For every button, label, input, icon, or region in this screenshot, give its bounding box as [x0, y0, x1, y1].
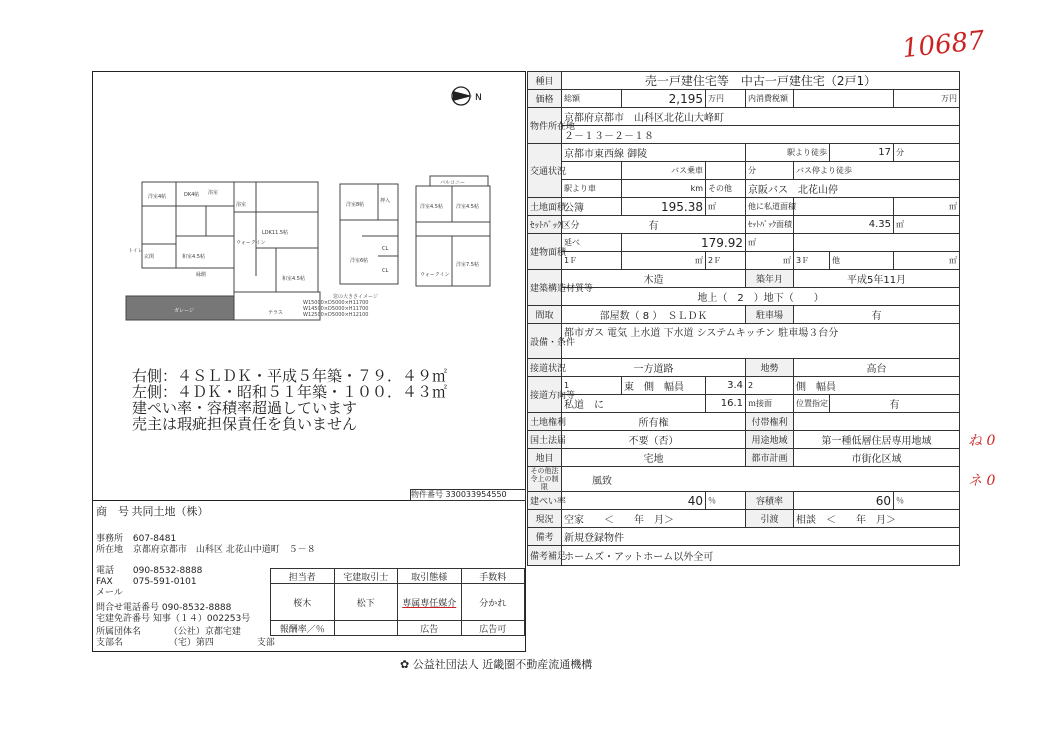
- tel-row: 電話 090-8532-8888: [96, 566, 203, 576]
- svg-text:ガレージ: ガレージ: [174, 308, 194, 314]
- svg-text:玄関: 玄関: [144, 254, 155, 260]
- svg-text:洋室4帖: 洋室4帖: [148, 194, 167, 200]
- company-address: 京都府京都市 山科区 北花山中道町 ５－８: [132, 545, 316, 555]
- frontage: 16.1: [706, 395, 746, 413]
- window-size-2: W14500×D5000×H11700: [303, 306, 369, 312]
- terrain: 高台: [794, 359, 960, 377]
- agent-mode: 専属専任媒介: [398, 584, 462, 621]
- property-sheet: 種目 売一戸建住宅等 中古一戸建住宅（2戸1） 価格 総額 2,195 万円 内消費税額 万円 物件所在地 京都府京都市 山科区北花山大峰町 ２－１３－２－１８ 交通状況 京都市東西線 御陵 駅より徒歩 17 分 バス乗車 分 バス停より徒歩 駅より車 km その他 京阪バス 北花山停 土地面積 公簿 195.38 ㎡ 他に私道面積 ㎡ ｾｯﾄﾊﾞｯｸ区分 有 ｾｯﾄﾊﾞｯｸ面積 4.35 ㎡ 建物面積 延べ 179.92 ㎡ 1Ｆ ㎡ 2Ｆ ㎡ 3Ｆ 他 ㎡ 建築構造材質等 木造 築年月 平成5年11月 地上（ 2 ）地下（ ） 間取 部屋数（ 8 ） ＳＬＤＫ 駐車場 有 設備・条件 都市ガス 電気 上水道 下水道 システムキッチン 駐車場３台分 接道状況 一方道路 地勢 高台 接道方向等 1 東 側 幅員 3.4 2 側 幅員 私道 に 16.1 ｍ接面 位置指定 有 土地権利 所有権 付帯権利 国土法届 不要（否） 用途地域 第一種低層住居専用地域 地目 宅地 都市計画 市街化区域 その他法令上の制限 風致 建ぺい率 40 ％ 容積率 60 ％ 現況 空家 ＜ 年 月＞ 引渡 相談 ＜ 年 月＞ 備考 新規登録物件 備考補足 ホームズ・アットホーム以外全可: [527, 71, 960, 566]
- property-type: 売一戸建住宅等 中古一戸建住宅（2戸1）: [562, 72, 960, 90]
- company-name-row: 商 号 共同土地（株）: [96, 505, 209, 518]
- svg-text:トイレ: トイレ: [128, 248, 143, 254]
- company-name: 共同土地（株）: [131, 505, 209, 518]
- svg-text:DK4帖: DK4帖: [184, 192, 200, 198]
- road-2: 側 幅員: [794, 377, 960, 395]
- handwritten-number: 10687: [900, 25, 987, 65]
- fax-row: FAX 075-591-0101: [96, 577, 197, 587]
- agent-fee: 分かれ: [461, 584, 525, 621]
- compass-icon: [448, 84, 484, 108]
- svg-text:ウォークイン: ウォークイン: [420, 272, 450, 278]
- facilities: 都市ガス 電気 上水道 下水道 システムキッチン 駐車場３台分: [562, 324, 960, 359]
- building-area: 179.92: [622, 234, 746, 252]
- summary-line-4: 売主は瑕疵担保責任を負いません: [132, 415, 358, 433]
- license-number: 知事（１４）002253号: [152, 614, 251, 624]
- svg-text:洋室8帖: 洋室8帖: [346, 202, 365, 208]
- road-1-width: 3.4: [706, 377, 746, 395]
- property-number-value: 330033954550: [445, 490, 507, 499]
- window-size-3: W12500×D5000×H12100: [303, 312, 369, 318]
- parking: 有: [794, 306, 960, 324]
- remarks: 新規登録物件: [562, 528, 960, 546]
- summary-line-2: 左側：４ＤＫ・昭和５１年築・１００．４３㎡: [132, 383, 448, 401]
- office-row: 事務所 607-8481: [96, 534, 177, 544]
- mail-label: メール: [96, 588, 123, 598]
- setback-area: 4.35: [794, 216, 894, 234]
- agent-table: 担当者 宅建取引士 取引態様 手数料 桜木 松下 専属専任媒介 分かれ 報酬率／％ 広告 広告可: [270, 568, 525, 636]
- window-size-1: W15000×D5000×H11700: [303, 300, 369, 306]
- svg-text:縁側: 縁側: [196, 272, 207, 278]
- svg-text:CL: CL: [382, 268, 389, 274]
- land-category: 宅地: [562, 449, 746, 467]
- inquiry-row: 問合せ電話番号 090-8532-8888: [96, 603, 232, 613]
- layout: 部屋数（ 8 ） ＳＬＤＫ: [562, 306, 746, 324]
- branch-row: 支部名 （宅）第四 支部: [96, 638, 275, 648]
- license-row: 宅建免許番号 知事（１４）002253号: [96, 614, 251, 624]
- svg-text:浴室: 浴室: [236, 202, 247, 208]
- land-right: 所有権: [562, 413, 746, 431]
- mail-row: [96, 588, 123, 599]
- summary-line-1: 右側：４ＳＬＤＫ・平成５年築・７９．４９㎡: [132, 367, 448, 385]
- summary-block: [132, 368, 447, 432]
- association: （公社）京都宅建: [168, 627, 241, 637]
- remarks-supplement: ホームズ・アットホーム以外全可: [562, 546, 960, 566]
- svg-text:洋室4.5帖: 洋室4.5帖: [420, 204, 443, 210]
- svg-text:ウォークイン: ウォークイン: [236, 240, 266, 246]
- floor-area-ratio: 60: [794, 492, 894, 510]
- agent-person: 桜木: [271, 584, 335, 621]
- designation: 有: [830, 395, 960, 413]
- svg-text:和室4.5帖: 和室4.5帖: [182, 254, 205, 260]
- svg-text:テラス: テラス: [268, 310, 283, 316]
- summary-line-3: 建ぺい率・容積率超過しています: [132, 399, 358, 417]
- svg-text:洋室6帖: 洋室6帖: [350, 258, 369, 264]
- property-number: [410, 489, 526, 501]
- city-plan: 市街化区域: [794, 449, 960, 467]
- svg-text:洋室4.5帖: 洋室4.5帖: [456, 204, 479, 210]
- land-area: 195.38: [622, 198, 706, 216]
- svg-text:LDK11.5帖: LDK11.5帖: [262, 230, 289, 236]
- svg-text:押入: 押入: [380, 198, 391, 204]
- window-caption: 窓の大きさイメージ: [333, 294, 378, 300]
- company-tel: 090-8532-8888: [132, 566, 203, 576]
- current-status: 空家 ＜ 年 月＞: [562, 510, 746, 528]
- road-1: 東 側 幅員: [622, 377, 706, 395]
- svg-text:浴室: 浴室: [208, 190, 219, 196]
- branch: （宅）第四: [168, 638, 214, 648]
- footer-org: ✿ 公益社団法人 近畿圏不動産流通機構: [400, 658, 593, 671]
- price: 2,195: [622, 90, 706, 108]
- property-number-label: 物件番号: [411, 490, 443, 499]
- svg-text:CL: CL: [382, 246, 389, 252]
- svg-text:洋室7.5帖: 洋室7.5帖: [456, 262, 479, 268]
- location-2: ２－１３－２－１８: [562, 126, 960, 144]
- office-zip: 607-8481: [132, 534, 177, 544]
- floors: 地上（ 2 ）地下（ ）: [562, 288, 960, 306]
- structure: 木造: [562, 270, 746, 288]
- built-date: 平成5年11月: [794, 270, 960, 288]
- delivery: 相談 ＜ 年 月＞: [794, 510, 960, 528]
- assoc-row: 所属団体名 （公社）京都宅建: [96, 627, 241, 637]
- other-limits: 風致: [562, 467, 960, 492]
- zoning: 第一種低層住居専用地域: [794, 431, 960, 449]
- walk-minutes: 17: [830, 144, 894, 162]
- svg-text:バルコニー: バルコニー: [440, 180, 466, 186]
- org-logo-icon: ✿: [400, 658, 410, 671]
- handwritten-note-1: ね 0: [968, 433, 996, 449]
- inquiry-tel: 090-8532-8888: [161, 603, 232, 613]
- station: 京都市東西線 御陵: [562, 144, 746, 162]
- location-1: 京都府京都市 山科区北花山大峰町: [562, 108, 960, 126]
- address-row: 所在地 京都府京都市 山科区 北花山中道町 ５－８: [96, 545, 316, 555]
- agent-broker: 松下: [334, 584, 398, 621]
- other-transport: 京阪バス 北花山停: [746, 180, 960, 198]
- handwritten-note-2: ネ 0: [968, 473, 996, 489]
- company-fax: 075-591-0101: [132, 577, 197, 587]
- road-status: 一方道路: [562, 359, 746, 377]
- window-size-notes: [303, 294, 378, 318]
- compass-label: N: [475, 93, 482, 103]
- svg-text:和室4.5帖: 和室4.5帖: [282, 276, 305, 282]
- coverage: 40: [562, 492, 706, 510]
